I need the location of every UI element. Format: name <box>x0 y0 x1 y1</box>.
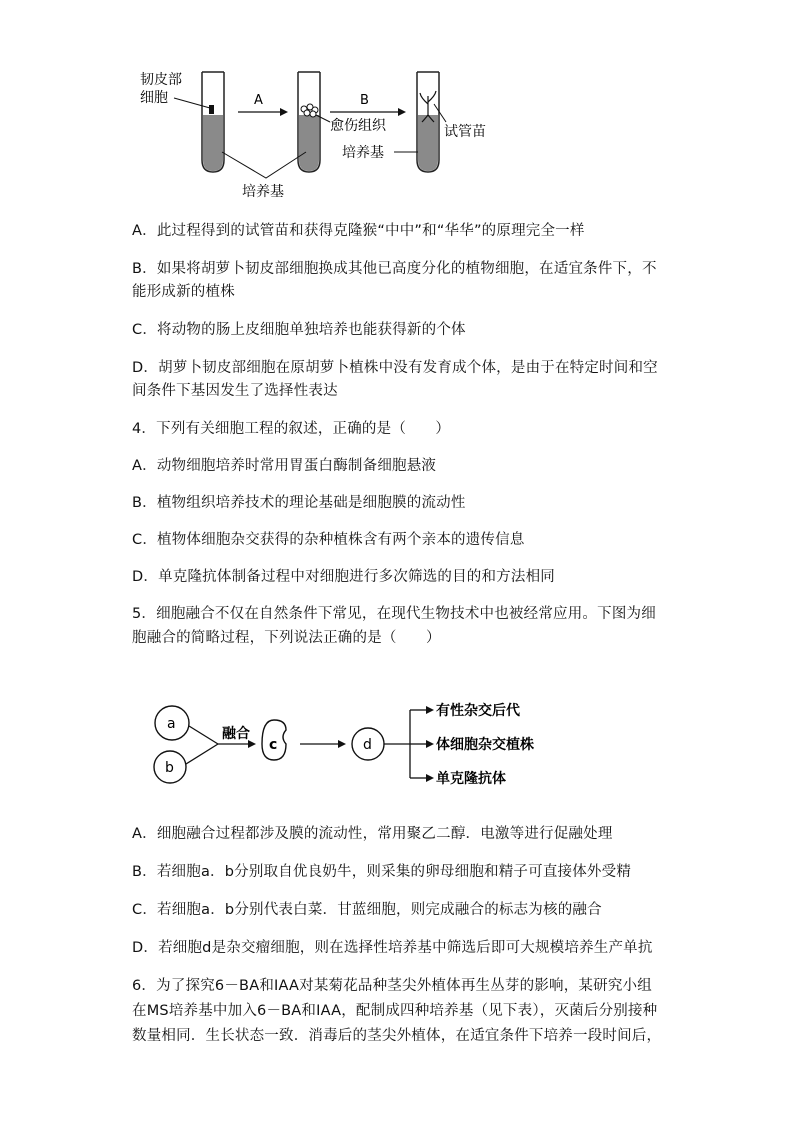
test-tube-2 <box>298 72 320 172</box>
medium-label-bottom: 培养基 <box>242 184 284 200</box>
tissue-culture-figure <box>130 60 510 210</box>
q4-option-d: D．单克隆抗体制备过程中对细胞进行多次筛选的目的和方法相同 <box>132 569 555 585</box>
arrow-b <box>330 93 406 116</box>
test-tube-3 <box>417 72 439 172</box>
q3-option-d-line2: 间条件下基因发生了选择性表达 <box>132 383 338 399</box>
medium-label-right: 培养基 <box>342 145 384 161</box>
test-tube-1 <box>202 72 224 172</box>
callus-label: 愈伤组织 <box>330 118 386 134</box>
q6-line1: 6．为了探究6－BA和IAA对某菊花品种茎尖外植体再生丛芽的影响，某研究小组 <box>132 978 652 994</box>
cell-a-label: a <box>167 716 176 732</box>
cell-d <box>352 728 384 760</box>
cell-fusion-figure <box>140 690 560 800</box>
q6-line2: 在MS培养基中加入6－BA和IAA，配制成四种培养基（见下表），灭菌后分别接种 <box>132 1003 658 1019</box>
q5-option-c: C．若细胞a．b分别代表白菜．甘蓝细胞，则完成融合的标志为核的融合 <box>132 902 602 918</box>
cell-b <box>154 751 186 783</box>
phloem-cell-label-1: 韧皮部 <box>140 72 182 88</box>
q4-stem: 4．下列有关细胞工程的叙述，正确的是（ ） <box>132 421 451 437</box>
q5-stem-line2: 胞融合的简略过程，下列说法正确的是（ ） <box>132 630 441 646</box>
q6-line3: 数量相同．生长状态一致．消毒后的茎尖外植体，在适宜条件下培养一段时间后， <box>132 1028 662 1044</box>
arrow-b-label: B <box>360 93 369 108</box>
q3-option-a: A．此过程得到的试管苗和获得克隆猴“中中”和“华华”的原理完全一样 <box>132 223 585 239</box>
cell-c <box>244 720 305 760</box>
q5-option-a: A．细胞融合过程都涉及膜的流动性，常用聚乙二醇．电激等进行促融处理 <box>132 826 613 842</box>
q5-option-b: B．若细胞a．b分别取自优良奶牛，则采集的卵母细胞和精子可直接体外受精 <box>132 864 632 880</box>
q3-option-b-line2: 能形成新的植株 <box>132 284 235 300</box>
cell-a <box>155 706 189 740</box>
outcome-sexual-hybrid: 有性杂交后代 <box>436 703 520 719</box>
plantlet-label: 试管苗 <box>444 124 486 140</box>
q4-option-b: B．植物组织培养技术的理论基础是细胞膜的流动性 <box>132 495 466 511</box>
q3-option-b-line1: B．如果将胡萝卜韧皮部细胞换成其他已高度分化的植物细胞，在适宜条件下，不 <box>132 261 657 277</box>
arrow-a <box>238 93 288 116</box>
arrow-a-label: A <box>254 93 263 108</box>
phloem-cell-mark <box>209 105 214 114</box>
cell-b-label: b <box>165 760 174 776</box>
q3-option-d-line1: D．胡萝卜韧皮部细胞在原胡萝卜植株中没有发育成个体，是由于在特定时间和空 <box>132 360 658 376</box>
q4-option-c: C．植物体细胞杂交获得的杂种植株含有两个亲本的遗传信息 <box>132 532 525 548</box>
q4-option-a: A．动物细胞培养时常用胃蛋白酶制备细胞悬液 <box>132 458 437 474</box>
phloem-cell-label-2: 细胞 <box>140 90 168 106</box>
q5-option-d: D．若细胞d是杂交瘤细胞，则在选择性培养基中筛选后即可大规模培养生产单抗 <box>132 940 653 956</box>
q5-stem-line1: 5．细胞融合不仅在自然条件下常见，在现代生物技术中也被经常应用。下图为细 <box>132 606 656 622</box>
outcome-somatic-hybrid: 体细胞杂交植株 <box>436 737 534 753</box>
cell-d-label: d <box>363 737 372 753</box>
outcome-monoclonal-antibody: 单克隆抗体 <box>436 771 506 787</box>
fusion-label: 融合 <box>222 726 250 742</box>
cell-c-label: c <box>269 737 278 753</box>
q3-option-c: C．将动物的肠上皮细胞单独培养也能获得新的个体 <box>132 322 466 338</box>
